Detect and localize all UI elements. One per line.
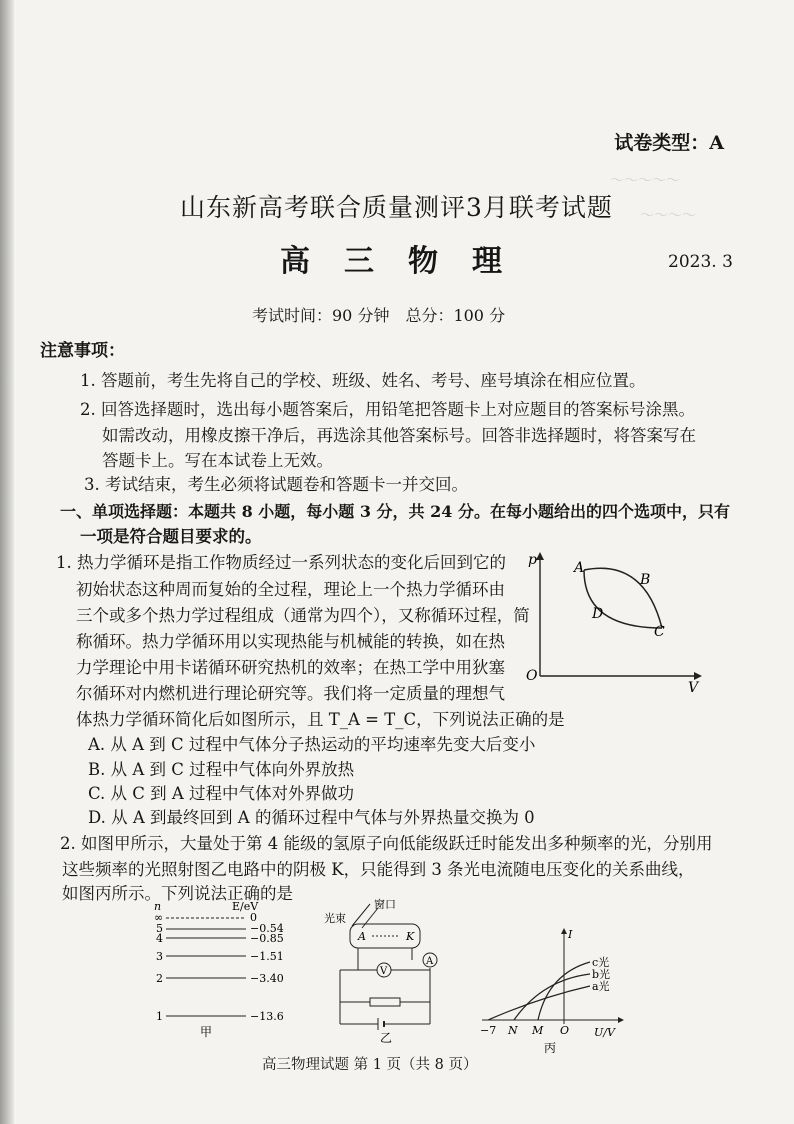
q1-pv-diagram: [524, 548, 704, 702]
exam-title: 山东新高考联合质量测评3月联考试题: [180, 193, 613, 222]
bleed-through: ～～～～～: [610, 173, 680, 189]
q2-line: 如图丙所示。下列说法正确的是: [62, 884, 293, 903]
caption-jia: 甲: [200, 1025, 213, 1038]
subject-title: 高三物理: [280, 244, 536, 279]
level-e: −13.6: [250, 1010, 284, 1023]
ammeter-label: A: [426, 956, 434, 967]
q1-line: 称循环。热力学循环用以实现热能与机械能的转换，如在热: [76, 632, 505, 651]
level-e: −0.54: [250, 922, 284, 935]
level-e: −1.51: [250, 950, 284, 963]
tick-label: −7: [480, 1024, 497, 1037]
point-d-label: D: [592, 606, 604, 622]
voltmeter-label: V: [380, 966, 388, 977]
caption-yi: 乙: [380, 1031, 393, 1044]
page-footer: 高三物理试题 第 1 页（共 8 页）: [262, 1057, 478, 1073]
notice-item: 1. 答题前，考生先将自己的学校、班级、姓名、考号、座号填涂在相应位置。: [80, 371, 646, 390]
q1-line: 尔循环对内燃机进行理论研究等。我们将一定质量的理想气: [76, 684, 505, 703]
caption-bing: 丙: [544, 1041, 557, 1055]
section-heading: 一、单项选择题：本题共 8 小题，每小题 3 分，共 24 分。在每小题给出的四个选项中，只有: [60, 502, 730, 521]
notice-heading: 注意事项：: [40, 341, 125, 361]
curve-label: c光: [592, 956, 610, 969]
fig-yi-circuit: [322, 894, 452, 1048]
q1-option-a: A. 从 A 到 C 过程中气体分子热运动的平均速率先变大后变小: [88, 735, 536, 754]
level-e: −3.40: [250, 972, 284, 985]
bleed-through: ～～～～: [640, 208, 696, 224]
q2-line: 2. 如图甲所示，大量处于第 4 能级的氢原子向低能级跃迁时能发出多种频率的光，分别用: [60, 834, 713, 853]
section-heading-cont: 一项是符合题目要求的。: [80, 527, 262, 546]
window-label: 窗口: [374, 898, 396, 911]
level-e: −0.85: [250, 932, 284, 945]
exam-date: 2023. 3: [668, 252, 733, 272]
tick-label: M: [532, 1024, 544, 1037]
q1-line: 1. 热力学循环是指工作物质经过一系列状态的变化后回到它的: [56, 553, 506, 572]
fig-jia-energy-levels: [140, 898, 300, 1042]
fig-bing-iv-curves: [478, 924, 628, 1060]
p-axis-label: p: [528, 552, 537, 568]
page-edge-shadow: [0, 0, 14, 1124]
q1-option-c: C. 从 C 到 A 过程中气体对外界做功: [88, 784, 355, 803]
tick-label: N: [508, 1024, 518, 1037]
level-n: 2: [156, 972, 163, 985]
q1-option-d: D. 从 A 到最终回到 A 的循环过程中气体与外界热量交换为 0: [88, 808, 535, 827]
paper-type: 试卷类型：A: [614, 132, 724, 154]
notice-item: 答题卡上。写在本试卷上无效。: [102, 451, 333, 470]
u-axis-label: U/V: [594, 1026, 615, 1039]
curve-label: a光: [592, 980, 610, 993]
cathode-label: K: [406, 930, 415, 943]
q1-option-b: B. 从 A 到 C 过程中气体向外界放热: [88, 760, 355, 779]
i-axis-label: I: [568, 928, 573, 941]
level-n: 5: [156, 922, 163, 935]
level-n: ∞: [154, 911, 164, 924]
level-n: 3: [156, 950, 163, 963]
n-header: n: [154, 900, 162, 913]
v-axis-label: V: [688, 680, 699, 696]
point-c-label: C: [654, 624, 665, 640]
e-header: E/eV: [232, 900, 259, 913]
level-e: 0: [250, 911, 257, 924]
q1-line: 三个或多个热力学过程组成（通常为四个），又称循环过程，简: [76, 606, 530, 625]
point-b-label: B: [640, 572, 651, 588]
anode-label: A: [358, 930, 366, 943]
q1-line: 力学理论中用卡诺循环研究热机的效率；在热工学中用狄塞: [76, 658, 505, 677]
q1-line: 初始状态这种周而复始的全过程，理论上一个热力学循环由: [76, 580, 505, 599]
notice-item: 如需改动，用橡皮擦干净后，再选涂其他答案标号。回答非选择题时，将答案写在: [102, 426, 696, 445]
curve-label: b光: [592, 968, 611, 981]
q2-line: 这些频率的光照射图乙电路中的阴极 K，只能得到 3 条光电流随电压变化的关系曲线，: [62, 860, 695, 879]
beam-label: 光束: [324, 912, 346, 925]
notice-item: 2. 回答选择题时，选出每小题答案后，用铅笔把答题卡上对应题目的答案标号涂黑。: [80, 400, 695, 419]
exam-time-info: 考试时间：90 分钟 总分：100 分: [252, 306, 506, 325]
notice-item: 3. 考试结束，考生必须将试题卷和答题卡一并交回。: [84, 475, 468, 494]
point-a-label: A: [574, 560, 585, 576]
level-n: 4: [156, 932, 163, 945]
q1-line: 体热力学循环简化后如图所示，且 T_A = T_C，下列说法正确的是: [76, 710, 565, 729]
level-n: 1: [156, 1010, 163, 1023]
origin-label: O: [526, 668, 538, 684]
origin-label: O: [560, 1024, 570, 1037]
